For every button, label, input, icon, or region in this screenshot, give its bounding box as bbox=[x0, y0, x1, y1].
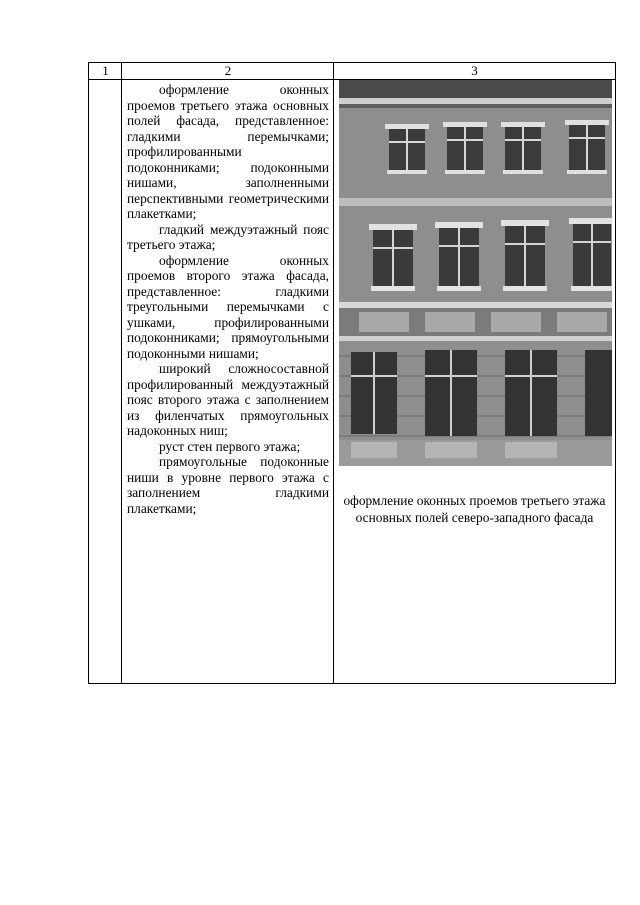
header-cell-3: 3 bbox=[471, 63, 478, 78]
description-paragraph: оформление оконных проемов третьего этажа основных полей фасада, представленное: гладкими перемычками; профилированными подоконниками; подоконными нишами, заполненными перспективными геометрическими плакетками; bbox=[127, 82, 329, 221]
header-cell-2: 2 bbox=[224, 63, 232, 78]
table-header-row bbox=[89, 63, 615, 80]
attributes-table bbox=[88, 62, 616, 684]
description-paragraph: руст стен первого этажа; bbox=[159, 438, 301, 454]
description-paragraph: широкий сложносоставной профилированный междуэтажный пояс второго этажа с заполнением из филенчатых прямоугольных надоконных ниш; bbox=[127, 361, 329, 438]
facade-photo bbox=[339, 80, 612, 466]
photo-caption: оформление оконных проемов третьего этажа основных полей северо-западного фасада bbox=[343, 493, 606, 525]
description-paragraph: прямоугольные подоконные ниши в уровне первого этажа с заполнением гладкими плакетками; bbox=[127, 454, 329, 516]
description-paragraph: оформление оконных проемов второго этажа фасада, представленное: гладкими треугольными перемычками с ушками, профилированными подоконниками; прямоугольными подоконными нишами; bbox=[127, 252, 329, 361]
description-paragraph: гладкий междуэтажный пояс третьего этажа; bbox=[127, 221, 329, 252]
description-cell bbox=[122, 80, 334, 516]
header-cell-1: 1 bbox=[102, 63, 109, 78]
